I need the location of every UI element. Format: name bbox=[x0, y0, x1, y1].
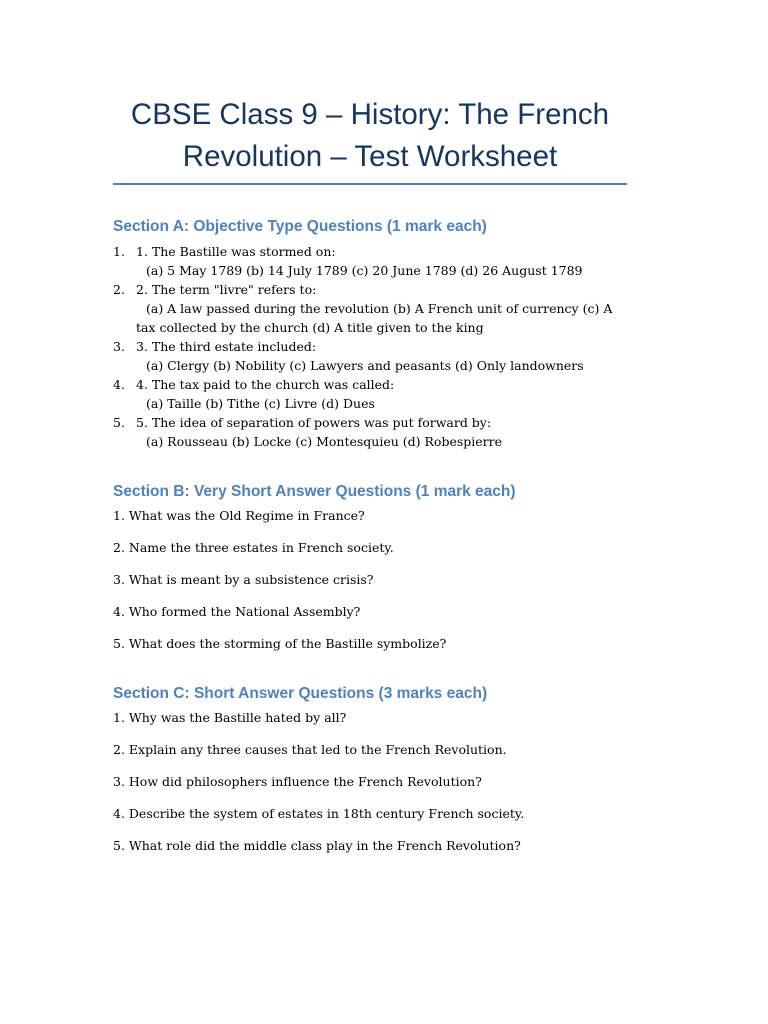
mcq-options: (a) Rousseau (b) Locke (c) Montesquieu (d) Robespierre bbox=[146, 434, 503, 449]
mcq-question: 3. The third estate included: bbox=[136, 339, 317, 354]
question-item: 5. What role did the middle class play in the French Revolution? bbox=[113, 838, 521, 853]
mcq-item bbox=[113, 375, 627, 413]
section-c-heading: Section C: Short Answer Questions (3 marks each) bbox=[113, 685, 488, 702]
mcq-question: 1. The Bastille was stormed on: bbox=[136, 244, 336, 259]
section-a-question-list bbox=[113, 242, 627, 451]
list-number: 1. bbox=[113, 244, 125, 259]
section-a-heading: Section A: Objective Type Questions (1 mark each) bbox=[113, 218, 487, 235]
section-b-question-list bbox=[113, 506, 627, 653]
question-item: 2. Name the three estates in French society. bbox=[113, 540, 394, 555]
mcq-question: 2. The term "livre" refers to: bbox=[136, 282, 317, 297]
mcq-question: 4. The tax paid to the church was called: bbox=[136, 377, 395, 392]
question-item: 3. How did philosophers influence the French Revolution? bbox=[113, 774, 482, 789]
mcq-options: (a) Taille (b) Tithe (c) Livre (d) Dues bbox=[146, 396, 375, 411]
question-item: 1. What was the Old Regime in France? bbox=[113, 508, 365, 523]
page-title: CBSE Class 9 – History: The French Revolution – Test Worksheet bbox=[130, 98, 610, 173]
section-b-heading: Section B: Very Short Answer Questions (1 mark each) bbox=[113, 483, 516, 500]
title-divider bbox=[113, 183, 627, 185]
mcq-options: (a) 5 May 1789 (b) 14 July 1789 (c) 20 June 1789 (d) 26 August 1789 bbox=[146, 263, 583, 278]
mcq-item bbox=[113, 413, 627, 451]
mcq-item bbox=[113, 242, 627, 280]
mcq-options: (a) A law passed during the revolution (b) A French unit of currency (c) A tax collected by the church (d) A title given to the king bbox=[136, 301, 613, 335]
section-c-question-list bbox=[113, 708, 627, 855]
question-item: 2. Explain any three causes that led to the French Revolution. bbox=[113, 742, 507, 757]
mcq-question: 5. The idea of separation of powers was put forward by: bbox=[136, 415, 492, 430]
mcq-item bbox=[113, 337, 627, 375]
list-number: 5. bbox=[113, 415, 125, 430]
worksheet-page bbox=[113, 0, 627, 855]
question-item: 4. Describe the system of estates in 18th century French society. bbox=[113, 806, 525, 821]
list-number: 3. bbox=[113, 339, 125, 354]
question-item: 1. Why was the Bastille hated by all? bbox=[113, 710, 347, 725]
list-number: 4. bbox=[113, 377, 125, 392]
mcq-item bbox=[113, 280, 627, 337]
mcq-options: (a) Clergy (b) Nobility (c) Lawyers and peasants (d) Only landowners bbox=[146, 358, 584, 373]
list-number: 2. bbox=[113, 282, 125, 297]
question-item: 5. What does the storming of the Bastille symbolize? bbox=[113, 636, 447, 651]
question-item: 3. What is meant by a subsistence crisis? bbox=[113, 572, 374, 587]
question-item: 4. Who formed the National Assembly? bbox=[113, 604, 361, 619]
